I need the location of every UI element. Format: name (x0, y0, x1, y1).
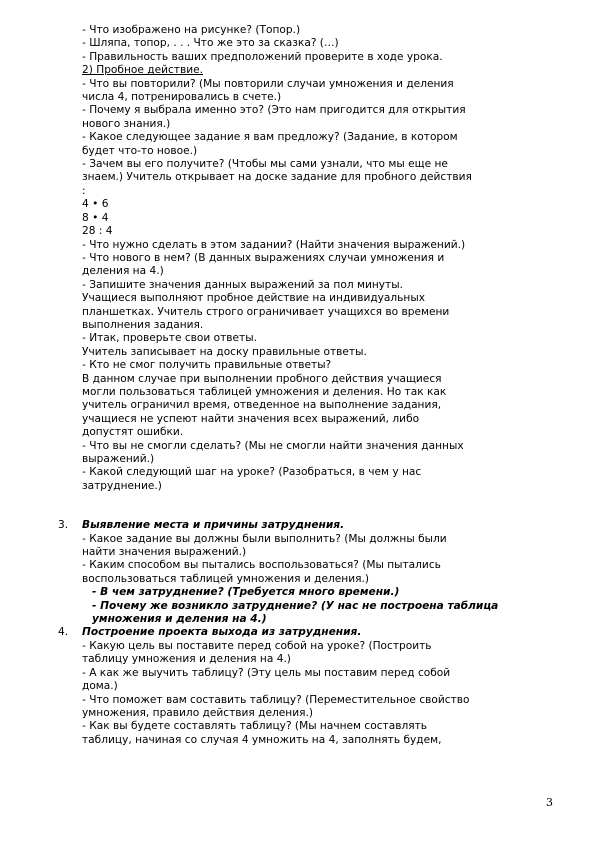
text-line: 28 : 4 (82, 225, 113, 238)
text-line: могли пользоваться таблицей умножения и деления. Но так как (82, 385, 447, 398)
text-line: - А как же выучить таблицу? (Эту цель мы поставим перед собой (82, 666, 451, 679)
text-line: - Запишите значения данных выражений за пол минуты. (82, 278, 403, 291)
text-line: будет что-то новое.) (82, 144, 198, 157)
section-number: 4. (58, 626, 69, 639)
text-line: - Кто не смог получить правильные ответы? (82, 359, 332, 372)
section-4-lines (82, 640, 522, 747)
text-line: - Какое следующее задание я вам предложу? (Задание, в котором (82, 131, 458, 144)
text-line: найти значения выражений.) (82, 546, 247, 559)
text-line: воспользоваться таблицей умножения и деления.) (82, 572, 369, 585)
text-line: знаем.) Учитель открывает на доске задание для пробного действия (82, 171, 472, 184)
text-line: дома.) (82, 680, 118, 693)
text-line: 4 • 6 (82, 198, 109, 211)
text-line: выполнения задания. (82, 318, 204, 331)
text-line: - Какую цель вы поставите перед собой на уроке? (Построить (82, 639, 432, 652)
text-line: - Какое задание вы должны были выполнить? (Мы должны были (82, 532, 447, 545)
text-line: - В чем затруднение? (Требуется много времени.) (92, 586, 400, 599)
text-line: умножения, правило действия деления.) (82, 706, 313, 719)
section-4 (58, 626, 522, 747)
text-line: деления на 4.) (82, 265, 164, 278)
section-heading: Построение проекта выхода из затруднения. (82, 626, 362, 639)
text-line: - Почему же возникло затруднение? (У нас не построена таблица (92, 599, 499, 612)
text-line: - Почему я выбрала именно это? (Это нам пригодится для открытия (82, 104, 466, 117)
text-line: нового знания.) (82, 117, 171, 130)
section-3-italic-lines (82, 586, 522, 626)
text-line: допустят ошибки. (82, 426, 184, 439)
step2-block (82, 78, 522, 494)
section-number: 3. (58, 519, 69, 532)
section-heading: Выявление места и причины затруднения. (82, 519, 345, 532)
text-line: - Что нужно сделать в этом задании? (Найти значения выражений.) (82, 238, 466, 251)
text-line: - Зачем вы его получите? (Чтобы мы сами узнали, что мы еще не (82, 158, 448, 171)
spacer (82, 493, 522, 519)
text-line: - Что изображено на рисунке? (Топор.) (82, 24, 301, 36)
text-line: Учитель записывает на доску правильные ответы. (82, 345, 367, 358)
text-line: учащиеся не успеют найти значения всех выражений, либо (82, 412, 420, 425)
intro-block (82, 24, 522, 64)
text-line: - Что вы повторили? (Мы повторили случаи умножения и деления (82, 77, 454, 90)
text-line: учитель ограничил время, отведенное на выполнение задания, (82, 399, 442, 412)
text-line: планшетках. Учитель строго ограничивает учащихся во времени (82, 305, 450, 318)
text-line: - Что поможет вам составить таблицу? (Переместительное свойство (82, 693, 470, 706)
text-line: числа 4, потренировались в счете.) (82, 91, 282, 104)
text-line: затруднение.) (82, 479, 162, 492)
text-line: - Что вы не смогли сделать? (Мы не смогли найти значения данных (82, 439, 464, 452)
section-3-lines (82, 533, 522, 587)
page-number: 3 (546, 796, 553, 809)
text-line: Учащиеся выполняют пробное действие на индивидуальных (82, 292, 425, 305)
text-line: выражений.) (82, 453, 155, 465)
document-body (58, 24, 522, 747)
text-line: - Правильность ваших предположений проверите в ходе урока. (82, 50, 443, 63)
text-line: - Как вы будете составлять таблицу? (Мы начнем составлять (82, 720, 428, 733)
text-line: - Каким способом вы пытались воспользоваться? (Мы пытались (82, 559, 441, 572)
text-line: В данном случае при выполнении пробного действия учащиеся (82, 372, 442, 385)
text-line: - Итак, проверьте свои ответы. (82, 332, 257, 345)
text-line: таблицу умножения и деления на 4.) (82, 653, 291, 666)
text-line: : (82, 184, 86, 197)
text-line: - Какой следующий шаг на уроке? (Разобраться, в чем у нас (82, 466, 422, 479)
text-line: - Шляпа, топор, . . . Что же это за сказка? (…) (82, 37, 339, 50)
text-line: умножения и деления на 4.) (92, 613, 267, 626)
step2-heading: 2) Пробное действие. (82, 64, 203, 77)
text-line: таблицу, начиная со случая 4 умножить на 4, заполнять будем, (82, 733, 442, 746)
text-line: 8 • 4 (82, 211, 109, 224)
section-3 (58, 519, 522, 626)
text-line: - Что нового в нем? (В данных выражениях случаи умножения и (82, 251, 445, 264)
